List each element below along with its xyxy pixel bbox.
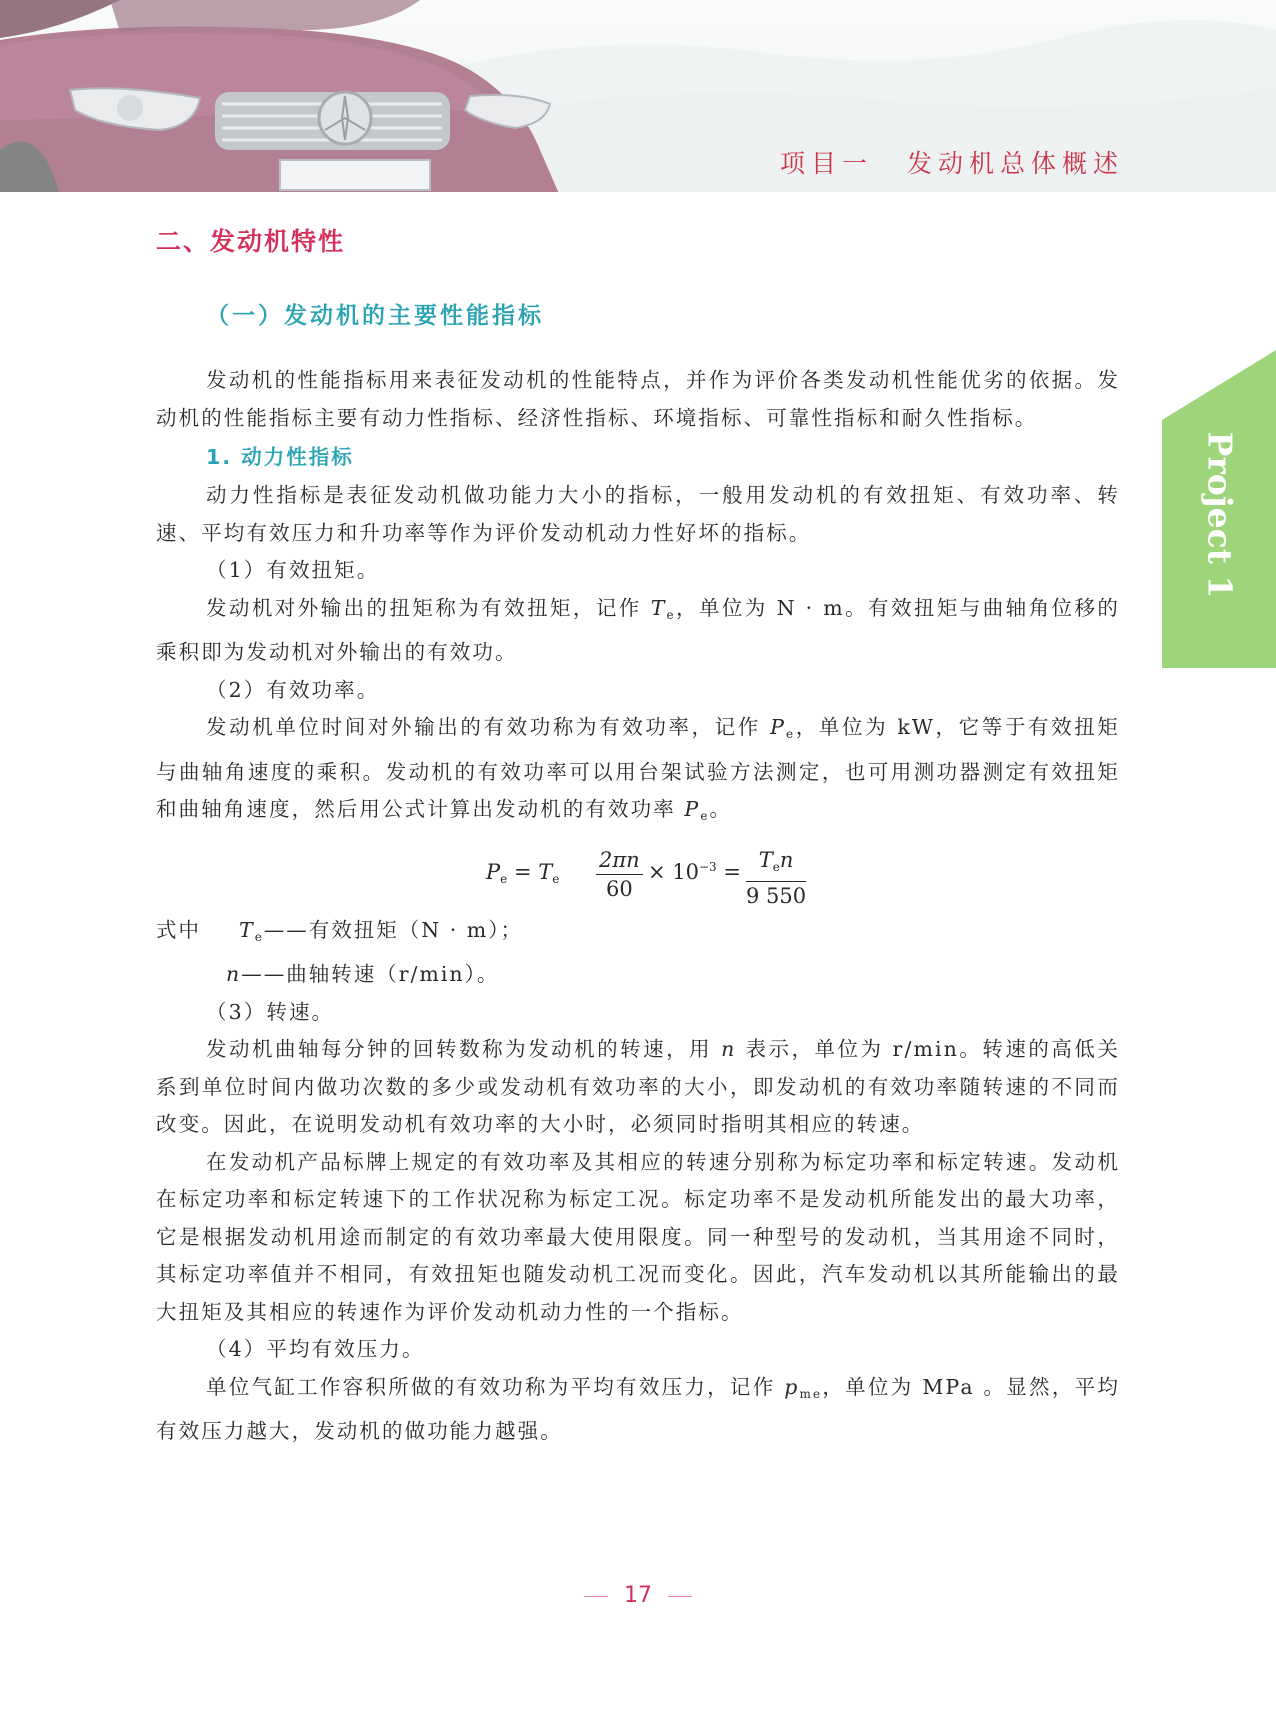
torque-text-b: ，单位为 N · m。有效扭矩与曲轴角位移的乘积即为发动机对外输出的有效功。 (156, 595, 1120, 664)
formula-lhs: $P_e = T_e$ (486, 859, 560, 886)
chapter-title: 发动机总体概述 (906, 149, 1124, 178)
torque-paragraph (156, 590, 1120, 672)
power-text-a: 发动机单位时间对外输出的有效功称为有效功率，记作 (206, 715, 771, 739)
heading-power-indicators: 1. 动力性指标 (206, 445, 354, 469)
power-subscript: e (785, 727, 796, 741)
speed-paragraph: 发动机曲轴每分钟的回转数称为发动机的转速，用 n 表示，单位为 r/min。转速的高低关系到单位时间内做功次数的多少或发动机有效功率的大小，即发动机的有效功率随转速的不同而改变。因此，在说明发动机有效功率的大小时，必须同时指明其相应的转速。 (156, 1037, 1120, 1136)
torque-symbol: T (650, 595, 667, 620)
where-label: 式中 (156, 917, 201, 942)
power-formula (156, 842, 1120, 906)
where-line-1: 式中 $T_e——$有效扭矩（N · m）； (156, 917, 523, 944)
power-symbol-2: P (684, 797, 701, 821)
side-tab-label: Project 1 (1200, 431, 1240, 599)
project-label: 项目一 (779, 149, 873, 178)
item-mean-effective-pressure: （4）平均有效压力。 (206, 1337, 425, 1361)
subsection-title: （一）发动机的主要性能指标 (206, 303, 544, 329)
formula-times: × $10^{-3}$ = (648, 859, 741, 884)
rated-power-paragraph: 在发动机产品标牌上规定的有效功率及其相应的转速分别称为标定功率和标定转速。发动机在标定功率和标定转速下的工作状况称为标定工况。标定功率不是发动机所能发出的最大功率，它是根据发动机用途而制定的有效功率最大使用限度。同一种型号的发动机，当其用途不同时，其标定功率值并不相同，有效扭矩也随发动机工况而变化。因此，汽车发动机以其所能输出的最大扭矩及其相应的转速作为评价发动机动力性的一个指标。 (156, 1149, 1120, 1324)
power-text-b: ，单位为 kW，它等于有效扭矩与曲轴角速度的乘积。发动机的有效功率可以用台架试验方法测定，也可用测功器测定有效扭矩和曲轴角速度，然后用公式计算出发动机的有效功率 (156, 715, 1121, 821)
chapter-header (780, 144, 1124, 180)
torque-subscript: e (666, 607, 676, 622)
page-number (0, 1583, 1276, 1608)
side-tab-label-box (1170, 431, 1270, 599)
section-title: 二、发动机特性 (156, 227, 346, 256)
page-number-value: 17 (624, 1583, 652, 1608)
formula-fraction-1: $\frac{2\pi n}{60}$ (596, 846, 643, 903)
power-symbol: P (770, 715, 786, 739)
item-effective-power: （2）有效功率。 (206, 677, 380, 702)
where-line-2: n——曲轴转速（r/min）。 (226, 962, 500, 986)
item-speed: （3）转速。 (206, 999, 335, 1024)
header-banner (0, 0, 1276, 196)
intro-paragraph: 发动机的性能指标用来表征发动机的性能特点，并作为评价各类发动机性能优劣的依据。发动机的性能指标主要有动力性指标、经济性指标、环境指标、可靠性指标和耐久性指标。 (156, 368, 1120, 430)
power-paragraph (156, 709, 1120, 836)
formula-fraction-2: $T_en$ 9 550 (746, 847, 807, 908)
item-effective-torque: （1）有效扭矩。 (206, 558, 380, 582)
torque-text-a: 发动机对外输出的扭矩称为有效扭矩，记作 (206, 595, 651, 620)
mep-paragraph: 单位气缸工作容积所做的有效功称为平均有效压力，记作 $p_{me}$，单位为 MPa 。显然，平均有效压力越大，发动机的做功能力越强。 (156, 1374, 1120, 1443)
power-intro-paragraph: 动力性指标是表征发动机做功能力大小的指标，一般用发动机的有效扭矩、有效功率、转速、平均有效压力和升功率等作为评价发动机动力性好坏的指标。 (156, 483, 1120, 545)
page-content (156, 222, 1120, 1451)
power-text-c: 。 (709, 797, 733, 821)
power-subscript-2: e (700, 809, 710, 823)
